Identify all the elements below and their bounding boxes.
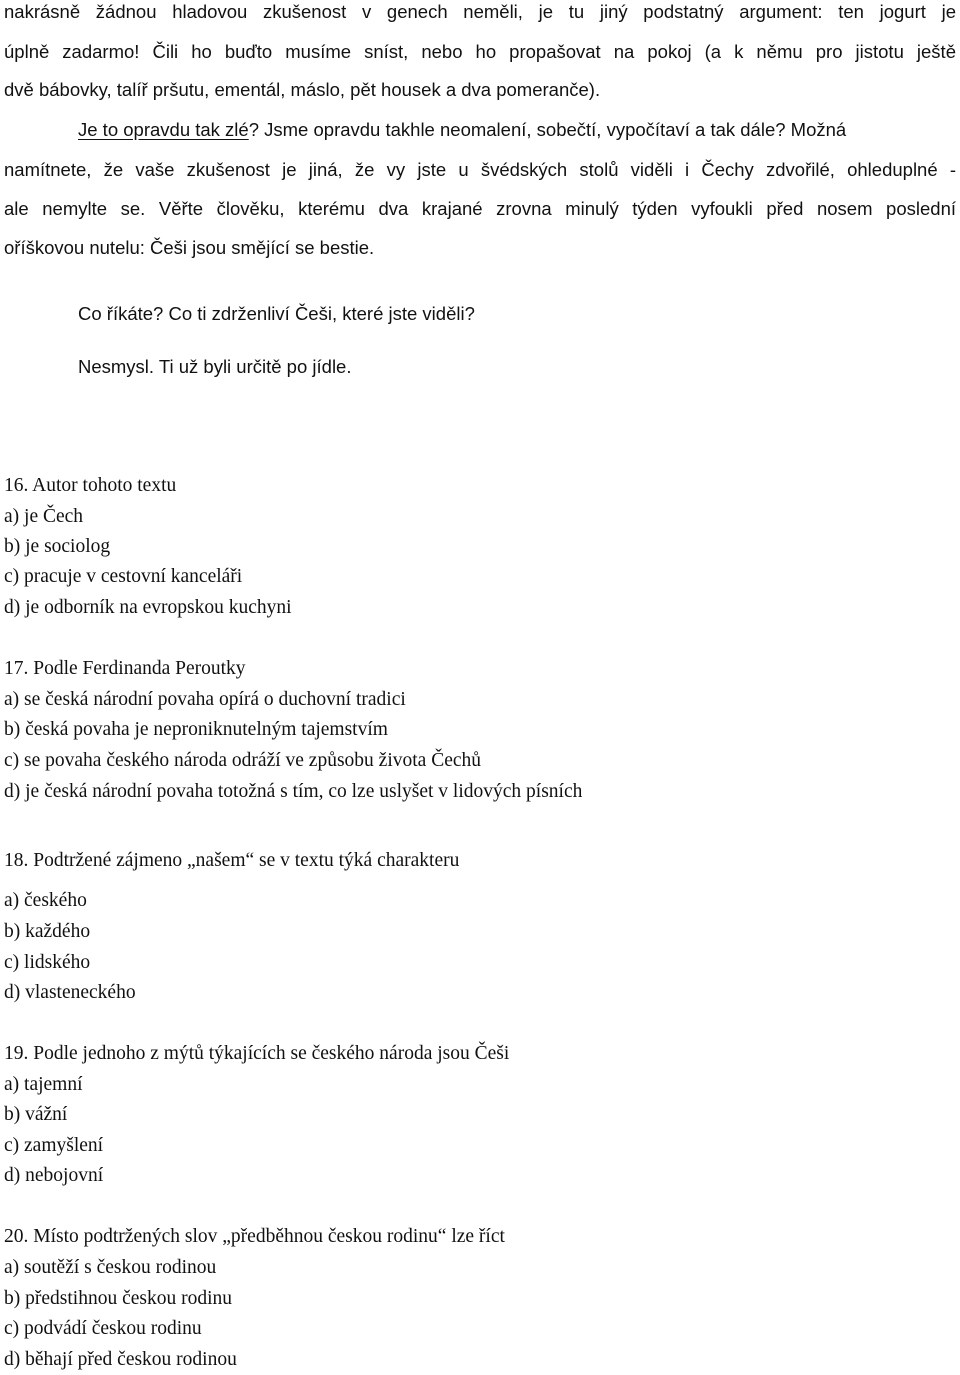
question-stem: 17. Podle Ferdinanda Peroutky: [4, 658, 246, 679]
answer-option: b) každého: [4, 921, 91, 942]
passage-line: ale nemylte se. Věřte člověku, kterému dva krajané zrovna minulý týden vyfoukli před nosem poslední: [4, 198, 956, 219]
passage-text: ? Jsme opravdu takhle neomalení, sobečtí, vypočítaví a tak dále? Možná: [248, 119, 847, 140]
answer-option: c) lidského: [4, 952, 91, 973]
answer-option: d) je odborník na evropskou kuchyni: [4, 597, 292, 618]
question-stem: 20. Místo podtržených slov „předběhnou českou rodinu“ lze říct: [4, 1226, 505, 1247]
answer-option: d) vlasteneckého: [4, 982, 136, 1003]
answer-option: a) českého: [4, 890, 87, 911]
answer-option: c) pracuje v cestovní kanceláři: [4, 566, 243, 587]
answer-option: d) nebojovní: [4, 1165, 104, 1186]
answer-option: b) vážní: [4, 1104, 68, 1125]
answer-option: a) soutěží s českou rodinou: [4, 1257, 217, 1278]
answer-option: d) je česká národní povaha totožná s tím, co lze uslyšet v lidových písních: [4, 781, 583, 802]
question-stem: 19. Podle jednoho z mýtů týkajících se českého národa jsou Češi: [4, 1043, 510, 1064]
passage-line: úplně zadarmo! Čili ho buďto musíme sníst, nebo ho propašovat na pokoj (a k němu pro jistotu ještě: [4, 41, 956, 62]
answer-option: a) se česká národní povaha opírá o duchovní tradici: [4, 689, 406, 710]
passage-line: nakrásně žádnou hladovou zkušenost v genech neměli, je tu jiný podstatný argument: ten jogurt je: [4, 1, 956, 22]
passage-line: [78, 118, 846, 142]
passage-line: Co říkáte? Co ti zdrženliví Češi, které jste viděli?: [78, 303, 475, 324]
answer-option: d) běhají před českou rodinou: [4, 1349, 237, 1370]
answer-option: a) tajemní: [4, 1074, 83, 1095]
answer-option: c) podvádí českou rodinu: [4, 1318, 202, 1339]
answer-option: b) předstihnou českou rodinu: [4, 1288, 233, 1309]
answer-option: a) je Čech: [4, 506, 84, 527]
passage-line: Nesmysl. Ti už byli určitě po jídle.: [78, 356, 352, 377]
answer-option: c) zamyšlení: [4, 1135, 104, 1156]
underlined-phrase: Je to opravdu tak zlé: [78, 119, 249, 140]
answer-option: b) česká povaha je neproniknutelným tajemstvím: [4, 719, 388, 740]
passage-line: namítnete, že vaše zkušenost je jiná, že vy jste u švédských stolů viděli i Čechy zdvořilé, ohleduplné -: [4, 159, 956, 180]
question-stem: 16. Autor tohoto textu: [4, 475, 177, 496]
passage-line: oříškovou nutelu: Češi jsou smějící se bestie.: [4, 237, 375, 258]
passage-line: dvě bábovky, talíř pršutu, ementál, máslo, pět housek a dva pomeranče).: [4, 79, 601, 100]
answer-option: b) je sociolog: [4, 536, 111, 557]
question-stem: 18. Podtržené zájmeno „našem“ se v textu týká charakteru: [4, 850, 460, 871]
answer-option: c) se povaha českého národa odráží ve způsobu života Čechů: [4, 750, 482, 771]
